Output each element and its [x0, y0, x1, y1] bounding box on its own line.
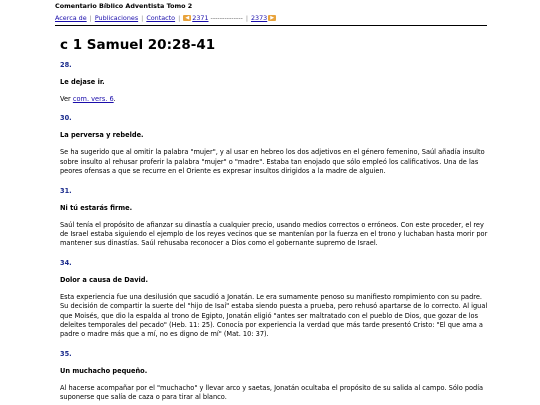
page-title: c 1 Samuel 20:28-41	[60, 37, 216, 53]
verse-title: La perversa y rebelde.	[60, 131, 144, 140]
nav-separator: |	[178, 14, 181, 22]
entry-35	[60, 350, 490, 403]
verse-number: 28.	[60, 61, 72, 69]
verse-title: Ni tú estarás firme.	[60, 203, 133, 212]
entry-34	[60, 259, 490, 340]
verse-number: 31.	[60, 186, 72, 195]
verse-number: 30.	[60, 114, 72, 123]
verse-title: Dolor a causa de David.	[60, 275, 149, 284]
verse-commentary: Esta experiencia fue una desilusión que sacudió a Jonatán. Le era sumamente penoso su manifiesto rompimiento con su padre. Su decisión de compartir la suerte del "hijo de Isaí" estaba siendo puesta a prueba, pero rehusó apartarse de lo correcto. Al igual que Moisés, que dio la espalda al trono de Egipto, Jonatán eligió "antes ser maltratado con el pueblo de Dios, que gozar de los deleites temporales del pecado" (Heb. 11: 25). Conocía por experiencia la verdad que más tarde presentó Cristo: "El que ama a padre o madre más que a mí, no es digno de mí" (Mat. 10: 37).	[60, 292, 488, 339]
verse-title: Le dejase ir.	[60, 78, 105, 86]
page-separator: --------------	[210, 14, 243, 22]
prev-page-link[interactable]: 2371	[192, 14, 209, 22]
verse-commentary	[60, 95, 490, 104]
entry-28	[60, 61, 490, 104]
top-bar	[55, 0, 487, 26]
entry-30	[60, 114, 490, 176]
nav-separator: |	[141, 14, 144, 22]
next-page-icon[interactable]: ▶	[268, 15, 276, 21]
nav-separator: |	[245, 14, 248, 22]
nav-link-publicaciones[interactable]: Publicaciones	[94, 14, 139, 22]
next-page-link[interactable]: 2373	[250, 14, 268, 22]
book-title: Comentario Bíblico Adventista Tomo 2	[55, 2, 193, 10]
cross-reference-link[interactable]: com. vers. 6	[72, 95, 114, 103]
verse-number: 35.	[60, 349, 72, 358]
verse-commentary: Saúl tenía el propósito de afianzar su dinastía a cualquier precio, usando medios correctos o erróneos. Con este proceder, el rey de Israel estaba siguiendo el ejemplo de los reyes vecinos que se mantenían por la fuerza en el trono y luchaban hasta morir por mantener sus dinastías. Saúl rehusaba reconocer a Dios como el gobernante supremo de Israel.	[60, 220, 488, 248]
prev-page-icon[interactable]: ◀	[183, 15, 191, 21]
main-content	[60, 37, 490, 403]
nav-bar	[55, 13, 487, 23]
nav-separator: |	[89, 14, 92, 22]
nav-link-contacto[interactable]: Contacto	[146, 14, 176, 22]
verse-title: Un muchacho pequeño.	[60, 366, 148, 375]
verse-number: 34.	[60, 258, 72, 267]
commentary-text: Ver	[60, 95, 73, 103]
verse-commentary: Al hacerse acompañar por el "muchacho" y llevar arco y saetas, Jonatán ocultaba el propósito de su salida al campo. Sólo podía suponerse que salía de caza o para tirar al blanco.	[60, 383, 484, 402]
entry-31	[60, 187, 490, 249]
verse-commentary: Se ha sugerido que al omitir la palabra "mujer", y al usar en hebreo los dos adjetivos en el género femenino, Saúl añadía insulto sobre insulto al rehusar proferir la palabra "mujer" o "madre". Estaba tan enojado que sólo empleó los calificativos. Una de las peores ofensas a que se recurre en el Oriente es expresar insultos dirigidos a la madre de alguien.	[60, 148, 485, 176]
nav-link-acerca[interactable]: Acerca de	[55, 14, 87, 22]
commentary-text: .	[113, 95, 116, 103]
